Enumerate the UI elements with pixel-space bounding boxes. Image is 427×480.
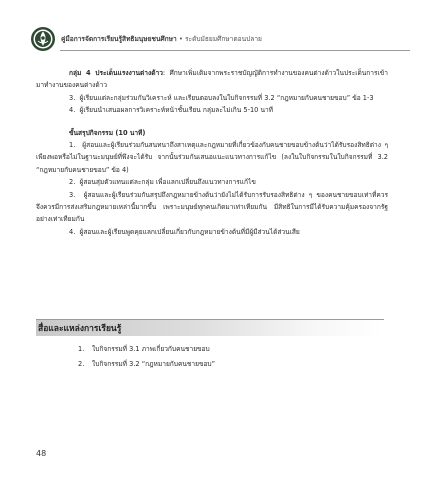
- list-item: 1. ใบกิจกรรมที่ 3.1 ภาพเกี่ยวกับคนชายขอบ: [78, 345, 210, 353]
- summary-heading: ขั้นสรุปกิจกรรม (10 นาที): [69, 128, 146, 137]
- summary-item-2: 2. ผู้สอนสุ่มตัวแทนแต่ละกลุ่ม เพื่อแลกเปลี่ยนถึงแนวทางการแก้ไข: [69, 178, 256, 187]
- page-header: [30, 26, 410, 56]
- summary-item-3: 3. ผู้สอนและผู้เรียนร่วมกันสรุปถึงกฎหมายข้างต้นว่ายังไม่ได้รับการรับรองสิทธิต่าง ๆ ของคนชายขอบเท่าที่ควร จึงควรมีการส่งเสริมกฎหมายเหล่านี้มากขึ้น เพราะมนุษย์ทุกคนเกิดมาเท่าเทียมกัน มีสิทธิในการมีได้รับความคุ้มครองจากรัฐอย่างเท่าเทียมกัน: [36, 190, 388, 224]
- page-body: [36, 67, 388, 238]
- institution-logo-icon: [30, 26, 56, 52]
- section-header: [36, 319, 384, 336]
- section-title: สื่อและแหล่งการเรียนรู้: [38, 324, 122, 334]
- activity-item-4: 4. ผู้เรียนนำเสนอผลการวิเคราะห์หน้าชั้นเรียน กลุ่มละไม่เกิน 5-10 นาที: [69, 106, 274, 115]
- header-divider: [60, 50, 410, 51]
- summary-item-4: 4. ผู้สอนและผู้เรียนพูดคุยแลกเปลี่ยนเกี่ยวกับกฎหมายข้างต้นที่มีผู้มีส่วนได้ส่วนเสีย: [69, 227, 300, 236]
- materials-list: [78, 342, 215, 372]
- list-item: 2. ใบกิจกรรมที่ 3.2 “กฎหมายกับคนชายขอบ”: [78, 360, 216, 368]
- activity-item-3: 3. ผู้เรียนแต่ละกลุ่มร่วมกันวิเคราะห์ และเรียนตอบลงในใบกิจกรรมที่ 3.2 “กฎหมายกับคนชายขอบ” ข้อ 1-3: [69, 93, 374, 102]
- header-title: [61, 33, 262, 44]
- document-subtitle: • ระดับมัธยมศึกษาตอนปลาย: [179, 35, 262, 43]
- group4-paragraph: [36, 67, 388, 92]
- document-title: คู่มือการจัดการเรียนรู้สิทธิมนุษยชนศึกษา: [61, 35, 177, 43]
- group4-lead: กลุ่ม 4 ประเด็นแรงงานต่างด้าว: [69, 69, 163, 77]
- page-number: 48: [36, 449, 47, 458]
- summary-item-1: 1. ผู้สอนและผู้เรียนร่วมกันสนทนาถึงสาเหตุและกฎหมายที่เกี่ยวข้องกับคนชายขอบข้างต้นว่าได้รับรองสิทธิต่าง ๆ เพียงพอหรือไม่ในฐานะมนุษย์ที่พึงจะได้รับ จากนั้นร่วมกันเสนอแนะแนวทางการแก้ไข (ลงในใบกิจกรรมในใบกิจกรรมที่ 3.2 “กฎหมายกับคนชายขอบ” ข้อ 4): [36, 141, 388, 174]
- group4-text: : ศึกษาเพิ่มเติมจากพระราชบัญญัติการทำงานของคนต่างด้าวในประเด็นการเข้ามาทำงานของคนต่างด้าว: [36, 69, 388, 90]
